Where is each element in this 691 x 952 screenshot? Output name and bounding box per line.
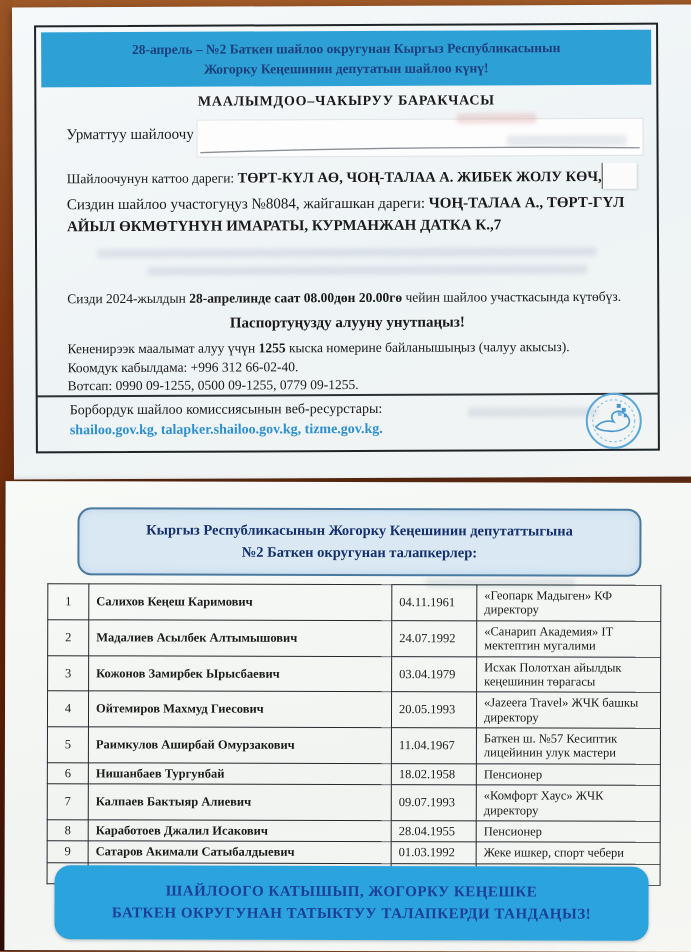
candidate-occupation: «Санарип Академия» IT мектептин мугалими bbox=[477, 621, 661, 657]
candidate-birthdate: 20.05.1993 bbox=[391, 692, 476, 728]
candidate-name: Нишанбаев Тургунбай bbox=[88, 763, 391, 785]
page1-border-frame bbox=[34, 23, 660, 454]
candidate-name: Кожонов Замирбек Ырысбаевич bbox=[89, 655, 392, 692]
candidates-title-box bbox=[77, 507, 641, 576]
leaflet-page-2 bbox=[4, 481, 691, 952]
candidate-number: 3 bbox=[48, 655, 89, 691]
candidate-number: 8 bbox=[47, 820, 88, 841]
header-banner-line1: 28-апрель – №2 Баткен шайлоо округунан Кыргыз Республикасынын bbox=[131, 40, 561, 57]
candidate-occupation: Баткен ш. №57 Кесиптик лицейинин улук мастери bbox=[476, 728, 660, 764]
election-commission-stamp-icon bbox=[584, 391, 644, 451]
candidate-occupation: Исхак Полотхан айылдык кеңешинин төрагасы bbox=[477, 656, 661, 692]
redacted-address-end bbox=[602, 163, 637, 189]
candidate-occupation: «Геопарк Мадыген» КФ директору bbox=[477, 585, 661, 621]
redaction-artifact bbox=[456, 113, 536, 123]
reception-phone-line: Коомдук кабылдама: +996 312 66-02-40. bbox=[67, 359, 299, 376]
polling-station-paragraph bbox=[67, 193, 643, 239]
station-address: ЧОҢ-ТАЛАА А., ТӨРТ-ГҮЛ АЙЫЛ ӨКМӨТҮНҮН ИМАРАТЫ, КУРМАНЖАН ДАТКА К.,7 bbox=[66, 194, 625, 236]
call-to-vote-banner bbox=[54, 865, 648, 941]
page1-header-banner bbox=[41, 30, 651, 88]
candidate-name: Сатаров Акимали Сатыбалдыевич bbox=[88, 841, 391, 863]
hotline-info-line bbox=[67, 339, 649, 358]
candidate-birthdate: 11.04.1967 bbox=[391, 728, 476, 764]
greeting-label: Урматтуу шайлоочу bbox=[66, 126, 194, 144]
candidate-name: Раимкулов Аширбай Омурзакович bbox=[88, 727, 391, 764]
registration-address-line bbox=[67, 163, 649, 192]
page1-doc-title: МААЛЫМДОО–ЧАКЫРУУ БАРАКЧАСЫ bbox=[197, 93, 495, 110]
candidates-title-line2: №2 Баткен округунан талапкерлер: bbox=[241, 544, 478, 562]
candidate-number: 4 bbox=[47, 691, 88, 727]
hotline-suffix: кыска номерине байланышыңыз (чалуу акысыз). bbox=[285, 339, 570, 356]
bleed-through-text bbox=[468, 407, 598, 418]
candidate-occupation: Пенсионер bbox=[476, 764, 660, 786]
candidate-occupation: «Jazeera Travel» ЖЧК башкы директору bbox=[476, 692, 660, 728]
visit-prefix: Сизди 2024-жылдын bbox=[67, 290, 190, 307]
candidate-number: 2 bbox=[48, 619, 89, 655]
candidate-birthdate: 09.07.1993 bbox=[391, 785, 476, 821]
header-banner-line2: Жогорку Кеңешинин депутатын шайлоо күнү! bbox=[203, 59, 489, 77]
candidate-number: 5 bbox=[47, 727, 88, 763]
candidates-table bbox=[47, 583, 662, 886]
web-resources-label: Борбордук шайлоо комиссиясынын веб-ресурстары: bbox=[69, 401, 383, 419]
candidate-row bbox=[47, 762, 660, 785]
candidate-row bbox=[47, 784, 660, 821]
candidate-birthdate: 28.04.1955 bbox=[391, 820, 476, 842]
candidate-birthdate: 18.02.1958 bbox=[391, 763, 476, 785]
candidate-number: 9 bbox=[47, 841, 88, 862]
candidate-number: 1 bbox=[48, 584, 89, 620]
web-resources-links: shailoo.gov.kg, talapker.shailoo.gov.kg, tizme.gov.kg. bbox=[69, 421, 383, 439]
candidates-title-line1: Кыргыз Республикасынын Жогорку Кеңешинин депутаттыгына bbox=[146, 521, 573, 540]
candidate-number: 6 bbox=[47, 762, 88, 783]
visit-hours: 28-апрелинде саат 08.00дөн 20.00гө bbox=[189, 289, 403, 306]
candidate-occupation: «Комфорт Хаус» ЖЧК директору bbox=[476, 785, 660, 821]
registration-label: Шайлоочунун каттоо дареги: bbox=[66, 170, 235, 187]
whatsapp-phones-line: Вотсап: 0990 09-1255, 0500 09-1255, 0779 09-1255. bbox=[67, 376, 359, 394]
hotline-prefix: Кененирээк маалымат алуу үчүн bbox=[67, 340, 259, 357]
candidates-table-body bbox=[47, 584, 661, 886]
candidate-name: Ойтемиров Махмуд Гиесович bbox=[88, 691, 391, 728]
bleed-through-text bbox=[507, 135, 627, 147]
bleed-through-text bbox=[147, 265, 587, 276]
candidate-name: Салихов Кеңеш Каримович bbox=[89, 584, 392, 621]
candidate-birthdate: 04.11.1961 bbox=[392, 585, 477, 621]
candidate-birthdate: 01.03.1992 bbox=[391, 842, 476, 864]
visit-time-line bbox=[67, 289, 647, 308]
banner-line1: ШАЙЛООГО КАТЫШЫП, ЖОГОРКУ КЕҢЕШКЕ bbox=[165, 883, 538, 900]
candidate-occupation: Пенсионер bbox=[476, 821, 660, 843]
leaflet-page-1 bbox=[12, 5, 691, 480]
bleed-through-text bbox=[97, 247, 597, 258]
candidate-occupation: Жеке ишкер, спорт чебери bbox=[476, 842, 660, 864]
candidate-row bbox=[48, 619, 661, 656]
candidate-birthdate: 24.07.1992 bbox=[392, 620, 477, 656]
candidate-birthdate: 03.04.1979 bbox=[392, 656, 477, 692]
hotline-number: 1255 bbox=[258, 340, 286, 356]
candidate-row bbox=[48, 584, 661, 621]
candidate-number: 7 bbox=[47, 784, 88, 820]
candidate-row bbox=[47, 841, 660, 864]
visit-suffix: чейин шайлоо участкасында күтөбүз. bbox=[402, 288, 622, 305]
candidate-row bbox=[47, 727, 660, 764]
candidate-row bbox=[47, 820, 660, 843]
candidate-name: Калпаев Бактыяр Алиевич bbox=[88, 784, 391, 821]
passport-reminder: Паспортуңузду алууну унутпаңыз! bbox=[229, 314, 465, 332]
registration-value: ТӨРТ-КҮЛ АӨ, ЧОҢ-ТАЛАА А. ЖИБЕК ЖОЛУ КӨЧ, bbox=[237, 168, 602, 187]
candidate-row bbox=[47, 691, 660, 728]
candidate-name: Каработоев Джалил Исакович bbox=[88, 820, 391, 842]
candidate-row bbox=[48, 655, 661, 692]
station-prefix: Сиздин шайлоо участогуңуз №8084, жайгашкан дареги: bbox=[66, 195, 429, 214]
candidate-name: Мадалиев Асылбек Алтымышович bbox=[89, 620, 392, 657]
banner-line2: БАТКЕН ОКРУГУНАН ТАТЫКТУУ ТАЛАПКЕРДИ ТАНДАҢЫЗ! bbox=[111, 905, 592, 923]
